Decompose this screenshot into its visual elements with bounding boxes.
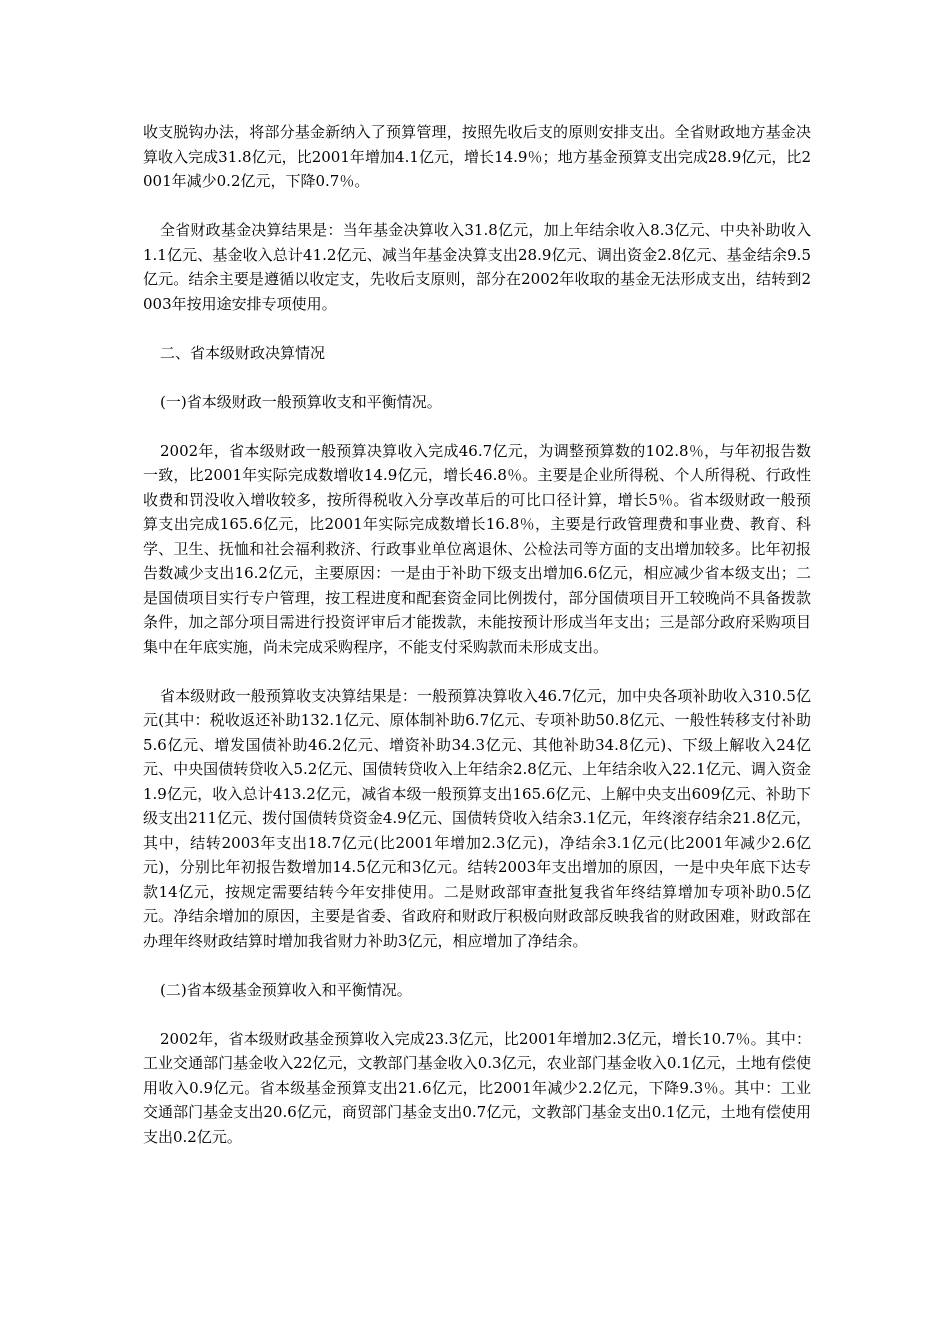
paragraph-spacer bbox=[143, 365, 811, 390]
subsection-heading-general-budget: (一)省本级财政一般预算收支和平衡情况。 bbox=[160, 392, 442, 411]
paragraph-spacer bbox=[143, 1002, 811, 1027]
paragraph-spacer bbox=[143, 414, 811, 439]
paragraph-spacer bbox=[143, 659, 811, 684]
paragraph-general-budget-2002: 2002年，省本级财政一般预算决算收入完成46.7亿元，为调整预算数的102.8％，与年初报告数一致，比2001年实际完成数增收14.9亿元，增长46.8％。主要是企业所得税、个人所得税、行政性收费和罚没收入增收较多，按所得税收入分享改革后的可比口径计算，增长5％。省本级财政一般预算支出完成165.6亿元，比2001年实际完成数增长16.8％，主要是行政管理费和事业费、教育、科学、卫生、抚恤和社会福利救济、行政事业单位离退休、公检法司等方面的支出增加较多。比年初报告数减少支出16.2亿元，主要原因：一是由于补助下级支出增加6.6亿元，相应减少省本级支出；二是国债项目实行专户管理，按工程进度和配套资金同比例拨付，部分国债项目开工较晚尚不具备拨款条件，加之部分项目需进行投资评审后才能拨款，未能按预计形成当年支出；三是部分政府采购项目集中在年底实施，尚未完成采购程序，不能支付采购款而未形成支出。 bbox=[143, 441, 811, 656]
paragraph-spacer bbox=[143, 316, 811, 341]
section-heading-provincial-level: 二、省本级财政决算情况 bbox=[160, 343, 326, 362]
subsection-heading-fund-budget: (二)省本级基金预算收入和平衡情况。 bbox=[160, 980, 412, 999]
paragraph-fund-budget-2002: 2002年，省本级财政基金预算收入完成23.3亿元，比2001年增加2.3亿元，增长10.7％。其中：工业交通部门基金收入22亿元，文教部门基金收入0.3亿元，农业部门基金收入0.1亿元，土地有偿使用收入0.9亿元。省本级基金预算支出21.6亿元，比2001年减少2.2亿元，下降9.3％。其中：工业交通部门基金支出20.6亿元，商贸部门基金支出0.7亿元，文教部门基金支出0.1亿元，土地有偿使用支出0.2亿元。 bbox=[143, 1029, 811, 1146]
document-page bbox=[143, 120, 811, 1149]
paragraph-fund-results: 全省财政基金决算结果是：当年基金决算收入31.8亿元，加上年结余收入8.3亿元、中央补助收入1.1亿元、基金收入总计41.2亿元、减当年基金决算支出28.9亿元、调出资金2.8亿元、基金结余9.5亿元。结余主要是遵循以收定支，先收后支原则，部分在2002年收取的基金无法形成支出，结转到2003年按用途安排专项使用。 bbox=[143, 221, 811, 313]
paragraph-spacer bbox=[143, 194, 811, 219]
paragraph-fund-management: 收支脱钩办法，将部分基金新纳入了预算管理，按照先收后支的原则安排支出。全省财政地方基金决算收入完成31.8亿元，比2001年增加4.1亿元，增长14.9％；地方基金预算支出完成28.9亿元，比2001年减少0.2亿元，下降0.7％。 bbox=[143, 123, 811, 190]
paragraph-general-budget-results: 省本级财政一般预算收支决算结果是：一般预算决算收入46.7亿元，加中央各项补助收入310.5亿元(其中：税收返还补助132.1亿元、原体制补助6.7亿元、专项补助50.8亿元、一般性转移支付补助5.6亿元、增发国债补助46.2亿元、增资补助34.3亿元、其他补助34.8亿元)、下级上解收入24亿元、中央国债转贷收入5.2亿元、国债转贷收入上年结余2.8亿元、上年结余收入22.1亿元、调入资金1.9亿元，收入总计413.2亿元，减省本级一般预算支出165.6亿元、上解中央支出609亿元、补助下级支出211亿元、拨付国债转贷资金4.9亿元、国债转贷收入结余3.1亿元，年终滚存结余21.8亿元，其中，结转2003年支出18.7亿元(比2001年增加2.3亿元)，净结余3.1亿元(比2001年减少2.6亿元)，分别比年初报告数增加14.5亿元和3亿元。结转2003年支出增加的原因，一是中央年底下达专款14亿元，按规定需要结转今年安排使用。二是财政部审查批复我省年终结算增加专项补助0.5亿元。净结余增加的原因，主要是省委、省政府和财政厅积极向财政部反映我省的财政困难，财政部在办理年终财政结算时增加我省财力补助3亿元，相应增加了净结余。 bbox=[143, 686, 811, 950]
paragraph-spacer bbox=[143, 953, 811, 978]
